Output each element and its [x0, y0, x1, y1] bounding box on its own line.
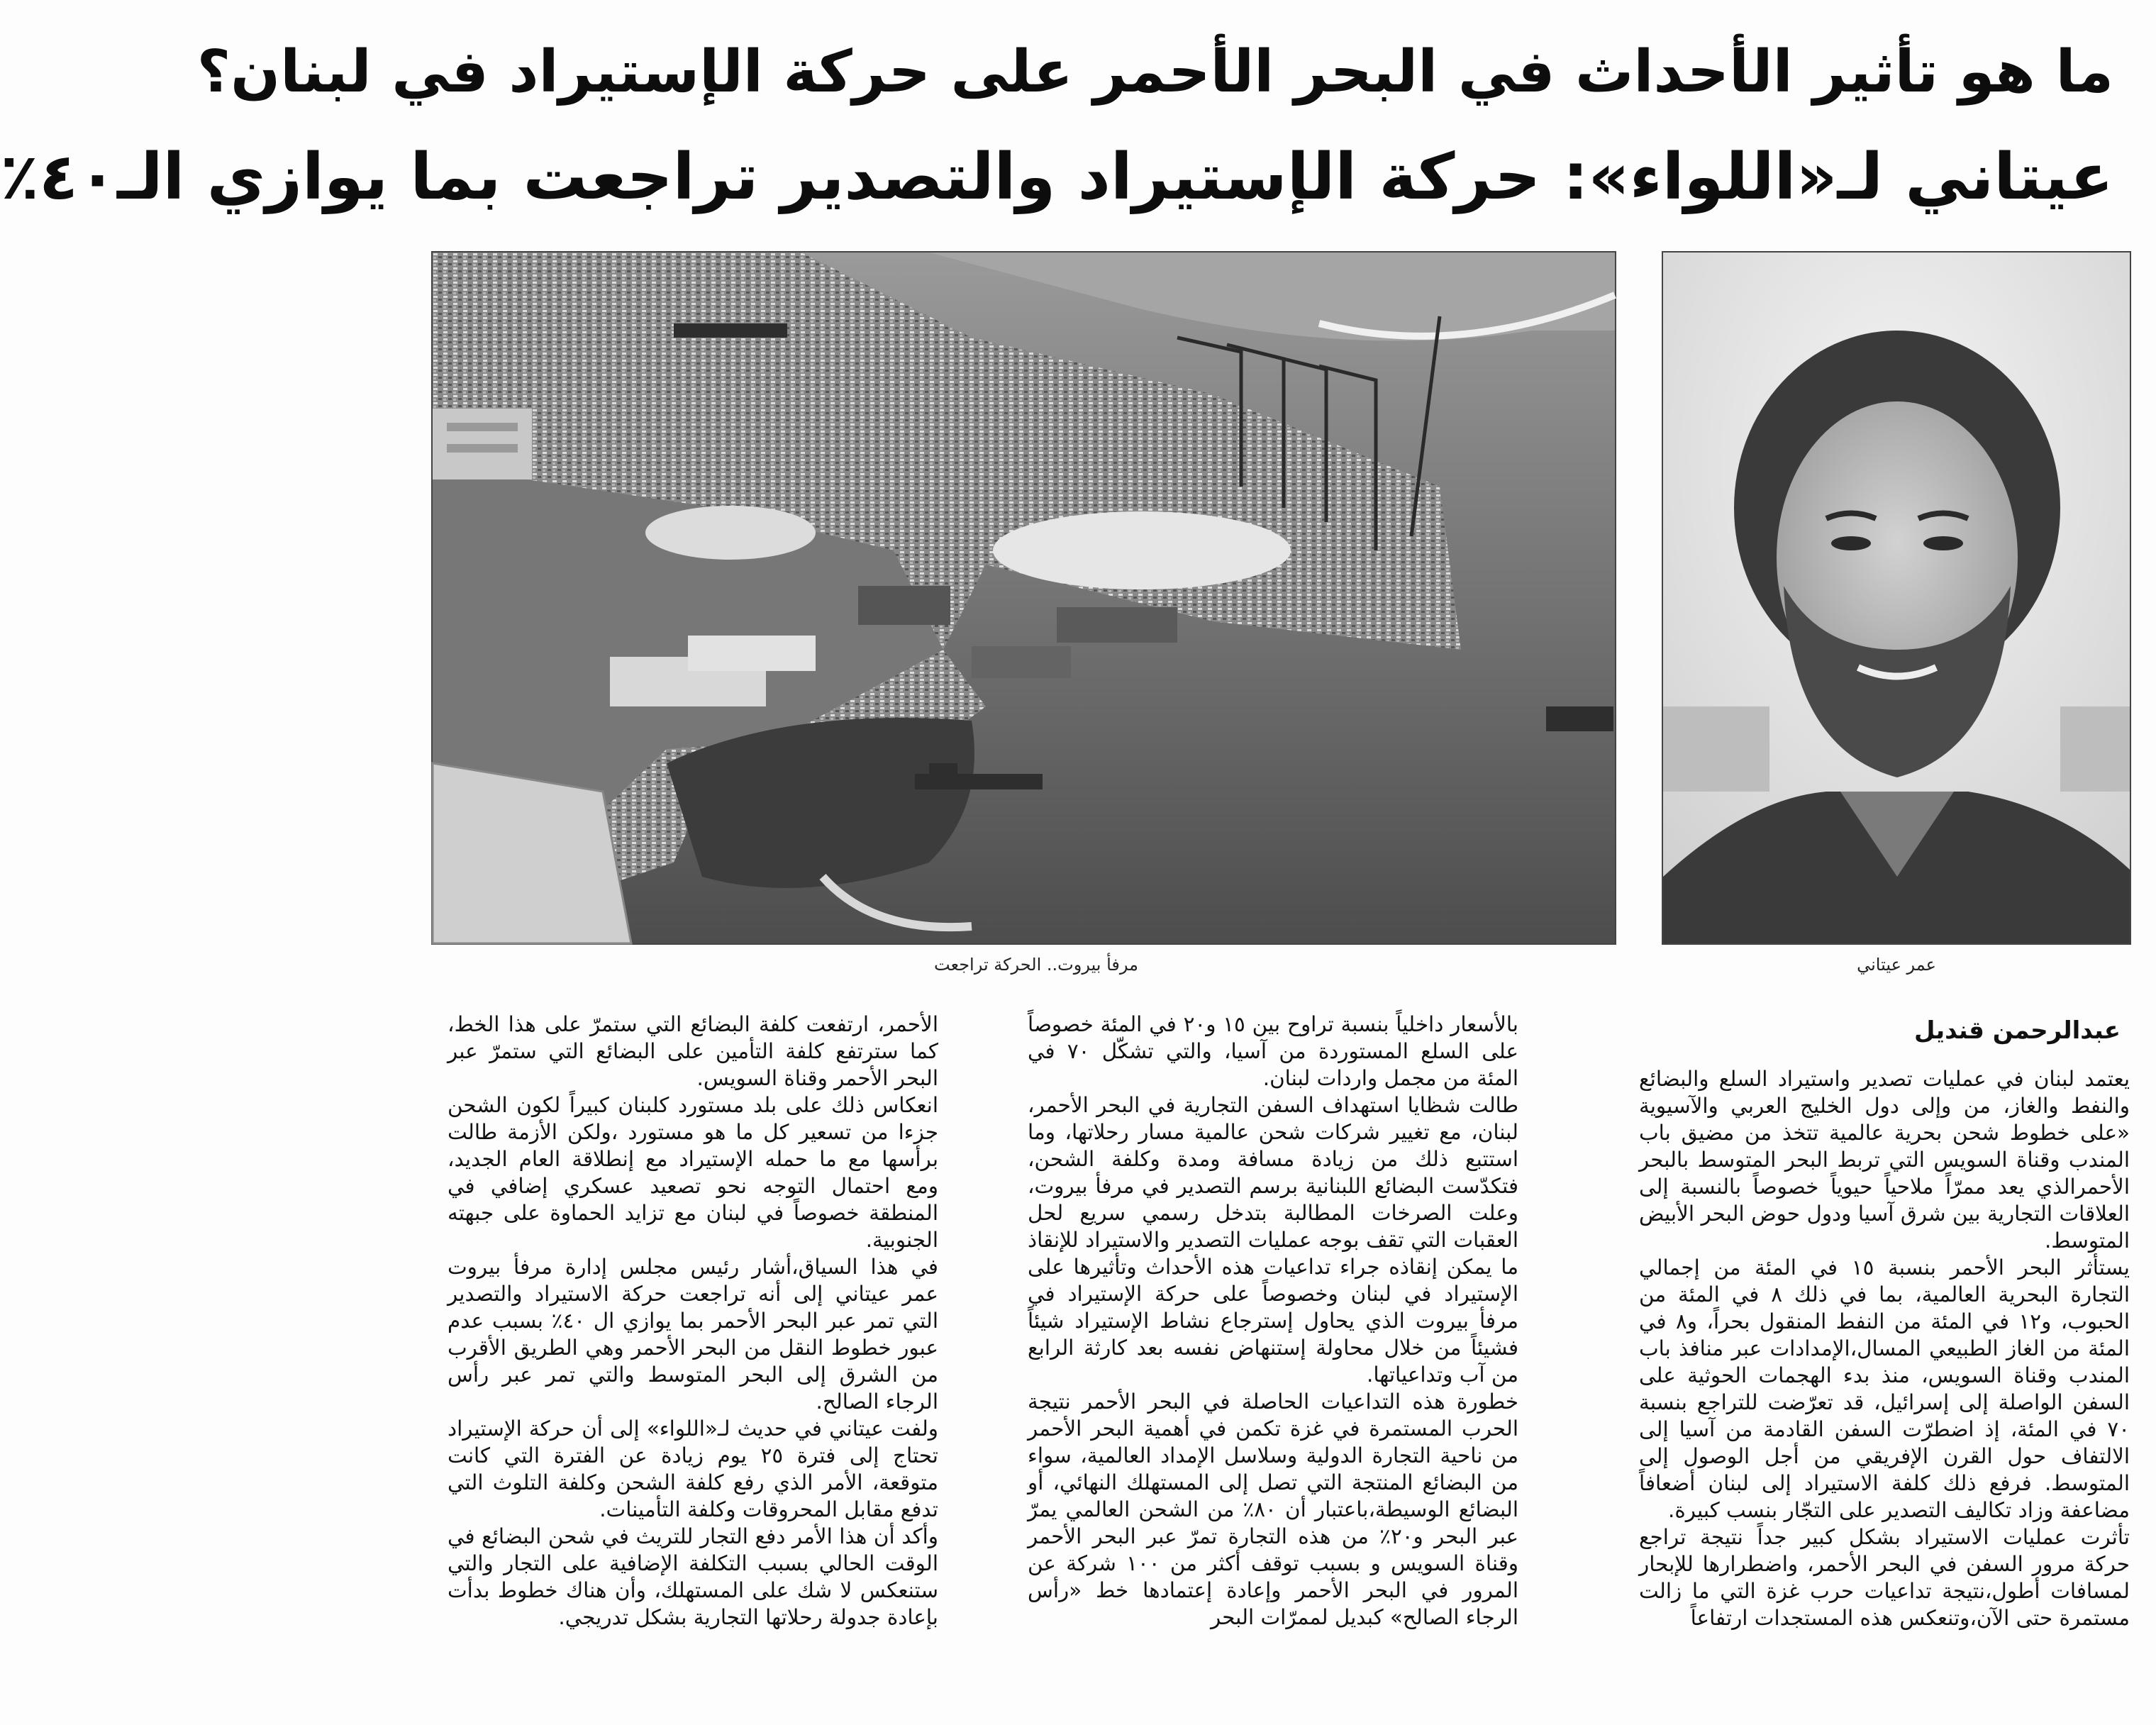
article-column-3 [448, 1011, 938, 1720]
port-photo-caption: مرفأ بيروت.. الحركة تراجعت [934, 955, 1138, 975]
paragraph: خطورة هذه التداعيات الحاصلة في البحر الأحمر نتيجة الحرب المستمرة في غزة تكمن في أهمية البحر الأحمر من ناحية التجارة الدولية وسلاسل الإمداد العالمية، سواء من البضائع المنتجة التي تصل إلى المستهلك النهائي، أو البضائع الوسيطة،باعتبار أن ٨٠٪ من الشحن العالمي يمرّ عبر البحر و٢٠٪ من هذه التجارة تمرّ عبر البحر الأحمر وقناة السويس و بسبب توقف أكثر من ١٠٠ شركة عن المرور في البحر الأحمر وإعادة إعتمادها خط «رأس الرجاء الصالح» كبديل لممرّات البحر [1028, 1390, 1518, 1629]
headline-question: ما هو تأثير الأحداث في البحر الأحمر على حركة الإستيراد في لبنان؟ [196, 38, 2113, 106]
paragraph: الأحمر، ارتفعت كلفة البضائع التي ستمرّ على هذا الخط، كما سترتفع كلفة التأمين على البضائع التي ستمرّ عبر البحر الأحمر وقناة السويس. [448, 1012, 938, 1090]
paragraph: طالت شظايا استهداف السفن التجارية في البحر الأحمر، لبنان، مع تغيير شركات شحن عالمية مسار رحلاتها، وما استتبع ذلك من زيادة مسافة ومدة وكلفة الشحن، فتكدّست البضائع اللبنانية برسم التصدير في مرفأ بيروت، وعلت الصرخات المطالبة بتدخل رسمي سريع لحل العقبات التي تقف بوجه عمليات التصدير والاستيراد للإنقاذ ما يمكن إنقاذه جراء تداعيات هذه الأحداث وتأثيرها على الإستيراد في لبنان وخصوصاً على حركة الإستيراد في مرفأ بيروت الذي يحاول إسترجاع نشاط الإستيراد شيئاً فشيئاً من خلال محاولة إستنهاض نفسه بعد كارثة الرابع من آب وتداعياتها. [1028, 1093, 1518, 1387]
portrait-caption: عمر عيتاني [1857, 955, 1936, 975]
paragraph: انعكاس ذلك على بلد مستورد كلبنان كبيراً لكون الشحن جزءا من تسعير كل ما هو مستورد ،ولكن الأزمة طالت برأسها مع ما حمله الإستيراد مع إنطلاقة العام الجديد، ومع احتمال التوجه نحو تصعيد عسكري إضافي في المنطقة خصوصاً في لبنان مع تزايد الحماوة على جبهته الجنوبية. [448, 1093, 938, 1252]
headline-main: عيتاني لـ«اللواء»: حركة الإستيراد والتصدير تراجعت بما يوازي الـ٤٠٪ [0, 140, 2113, 214]
paragraph: يعتمد لبنان في عمليات تصدير واستيراد السلع والبضائع والنفط والغاز، من وإلى دول الخليج العربي والآسيوية «على خطوط شحن بحرية عالمية تتخذ من مضيق باب المندب وقناة السويس التي تربط البحر المتوسط بالبحر الأحمرالذي يعد ممرّاً ملاحياً حيوياً خصوصاً بالنسبة إلى العلاقات التجارية بين شرق آسيا ودول حوض البحر الأبيض المتوسط. [1639, 1067, 2130, 1253]
author-byline: عبدالرحمن قنديل [1914, 1016, 2121, 1045]
paragraph: تأثرت عمليات الاستيراد بشكل كبير جداً نتيجة تراجع حركة مرور السفن في البحر الأحمر، واضطرارها للإبحار لمسافات أطول،نتيجة تداعيات حرب غزة التي ما زالت مستمرة حتى الآن،وتنعكس هذه المستجدات ارتفاعاً [1639, 1525, 2130, 1630]
article-column-1 [1639, 1065, 2130, 1704]
port-aerial-photo [431, 251, 1616, 945]
paragraph: يستأثر البحر الأحمر بنسبة ١٥ في المئة من إجمالي التجارة البحرية العالمية، بما في ذلك ٨ في المئة من الحبوب، و١٢ في المئة من النفط المنقول بحراً، و٨ في المئة من الغاز الطبيعي المسال،الإمدادات عبر منافذ باب المندب وقناة السويس، منذ بدء الهجمات الحوثية على السفن الواصلة إلى إسرائيل، قد تعرّضت للتراجع بنسبة ٧٠ في المئة، إذ اضطرّت السفن القادمة من آسيا إلى الالتفاف حول القرن الإفريقي من أجل الوصول إلى المتوسط. فرفع ذلك كلفة الاستيراد إلى لبنان أضعافاً مضاعفة وزاد تكاليف التصدير على التجّار بنسب كبيرة. [1639, 1255, 2130, 1522]
paragraph: ولفت عيتاني في حديث لـ«اللواء» إلى أن حركة الإستيراد تحتاج إلى فترة ٢٥ يوم زيادة عن الفترة التي كانت متوقعة، الأمر الذي رفع كلفة الشحن وكلفة التلوث التي تدفع مقابل المحروقات وكلفة التأمينات. [448, 1416, 938, 1521]
article-column-2 [1028, 1011, 1518, 1720]
omar-itani-portrait [1662, 251, 2131, 945]
paragraph: بالأسعار داخلياً بنسبة تراوح بين ١٥ و٢٠ في المئة خصوصاً على السلع المستوردة من آسيا، والتي تشكّل ٧٠ في المئة من مجمل واردات لبنان. [1028, 1012, 1518, 1090]
paragraph: وأكد أن هذا الأمر دفع التجار للتريث في شحن البضائع في الوقت الحالي بسبب التكلفة الإضافية على التجار والتي ستنعكس لا شك على المستهلك، وأن هناك خطوط بدأت بإعادة جدولة رحلاتها التجارية بشكل تدريجي. [448, 1524, 938, 1629]
paragraph: في هذا السياق،أشار رئيس مجلس إدارة مرفأ بيروت عمر عيتاني إلى أنه تراجعت حركة الاستيراد والتصدير التي تمر عبر البحر الأحمر بما يوازي ال ٤٠٪ بسبب عدم عبور خطوط النقل من البحر الأحمر وهي الطريق الأقرب من الشرق إلى البحر المتوسط والتي تمر عبر رأس الرجاء الصالح. [448, 1255, 939, 1414]
